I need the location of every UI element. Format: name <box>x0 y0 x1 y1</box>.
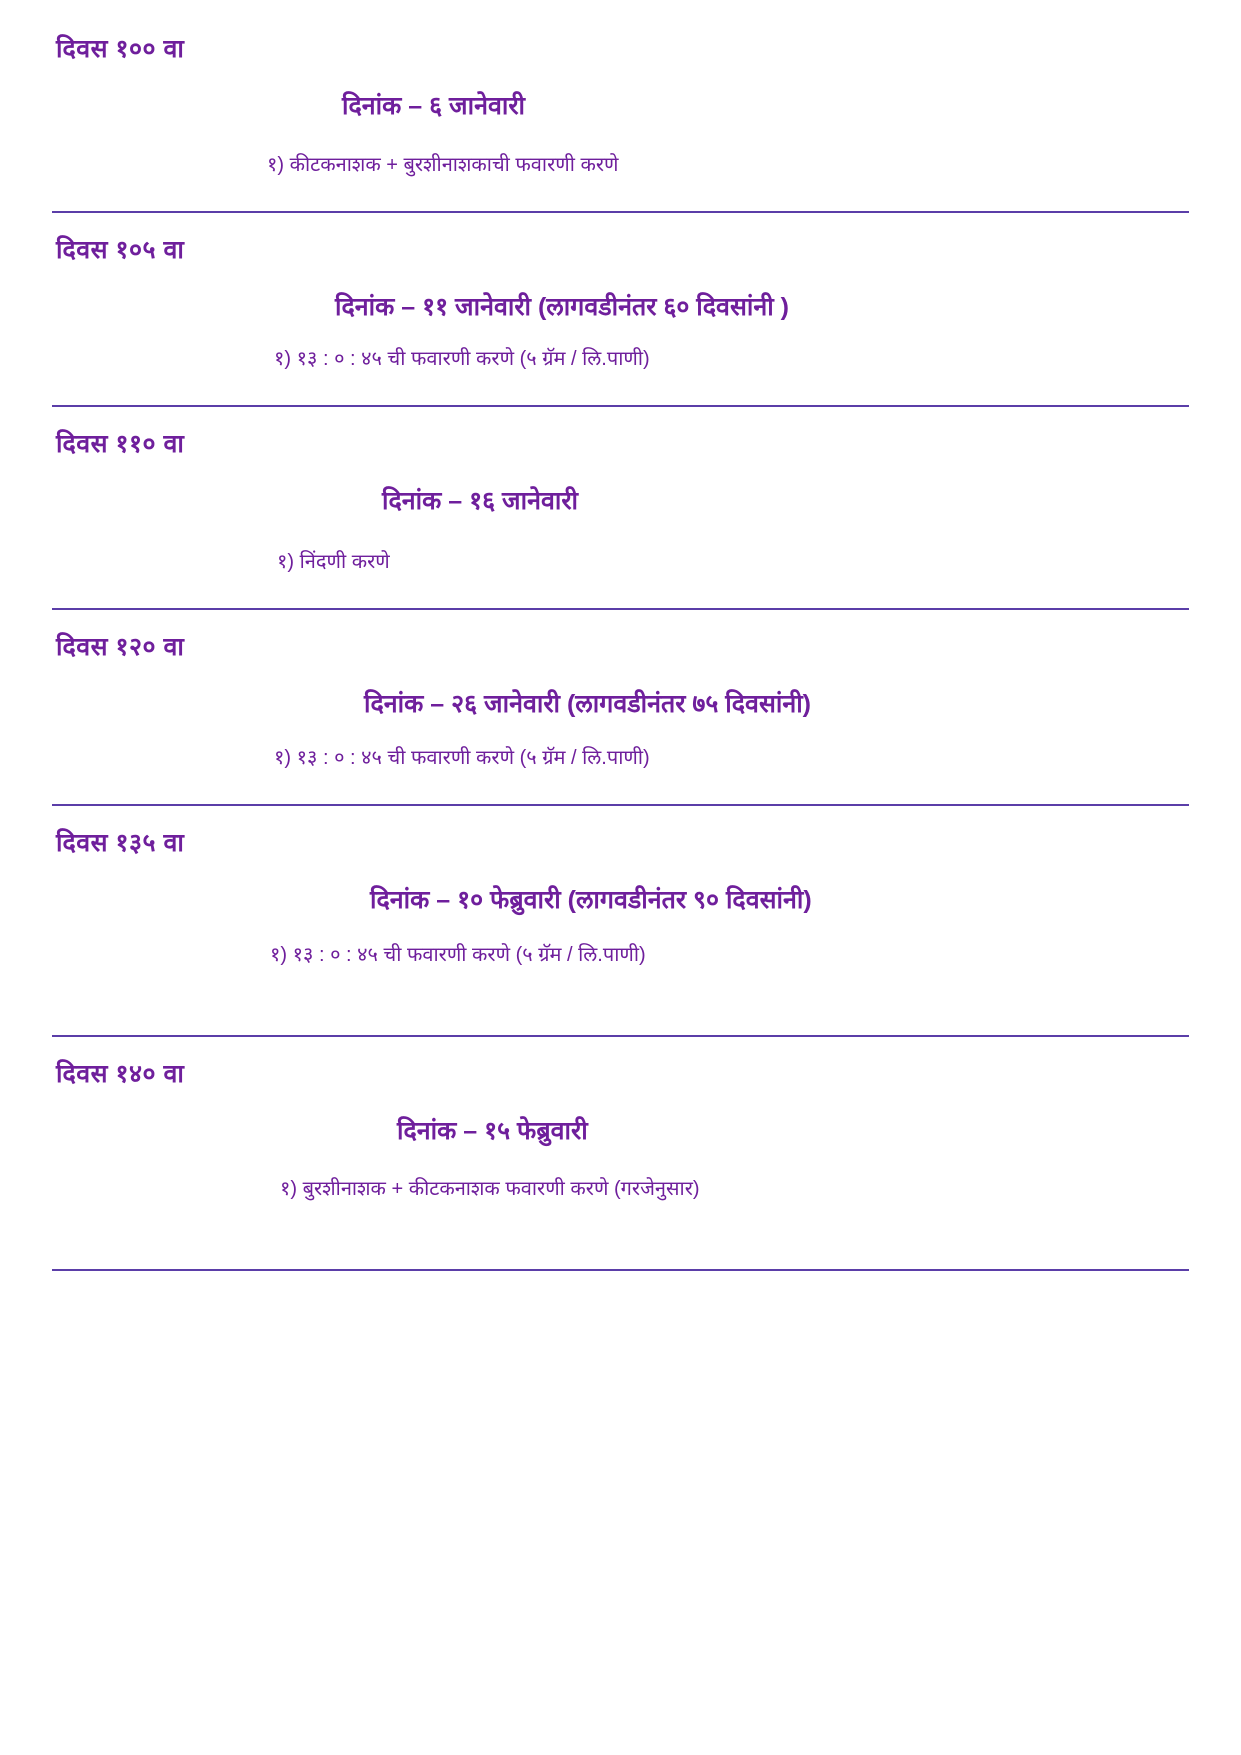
task-item: १) १३ : ० : ४५ ची फवारणी करणे (५ ग्रॅम / लि.पाणी) <box>274 348 650 370</box>
date-heading: दिनांक – ६ जानेवारी <box>342 92 526 120</box>
task-item: १) १३ : ० : ४५ ची फवारणी करणे (५ ग्रॅम / लि.पाणी) <box>270 943 646 966</box>
day-heading: दिवस १२० वा <box>56 632 185 661</box>
day-heading: दिवस १३५ वा <box>56 829 185 857</box>
schedule-section <box>52 1059 1189 1244</box>
section-divider <box>52 1035 1189 1037</box>
date-heading: दिनांक – २६ जानेवारी (लागवडीनंतर ७५ दिवसांनी) <box>364 689 812 718</box>
task-item: १) निंदणी करणे <box>277 550 390 573</box>
task-item: १) १३ : ० : ४५ ची फवारणी करणे (५ ग्रॅम / लि.पाणी) <box>274 747 650 769</box>
section-divider <box>52 211 1189 213</box>
date-heading: दिनांक – १० फेब्रुवारी (लागवडीनंतर ९० दिवसांनी) <box>370 886 812 914</box>
day-heading: दिवस १४० वा <box>56 1059 185 1088</box>
section-divider <box>52 405 1189 407</box>
schedule-section <box>52 828 1189 1009</box>
day-heading: दिवस १०० वा <box>56 35 185 63</box>
schedule-section <box>52 235 1189 380</box>
day-heading: दिवस ११० वा <box>56 430 185 458</box>
task-item: १) कीटकनाशक + बुरशीनाशकाची फवारणी करणे <box>267 153 619 176</box>
date-heading: दिनांक – १६ जानेवारी <box>382 487 579 515</box>
schedule-section <box>52 34 1189 185</box>
section-divider <box>52 1269 1189 1271</box>
day-heading: दिवस १०५ वा <box>56 235 185 264</box>
schedule-section <box>52 429 1189 582</box>
section-divider <box>52 804 1189 806</box>
task-item: १) बुरशीनाशक + कीटकनाशक फवारणी करणे (गरजेनुसार) <box>280 1178 700 1200</box>
schedule-section <box>52 632 1189 779</box>
date-heading: दिनांक – १५ फेब्रुवारी <box>397 1116 588 1145</box>
section-divider <box>52 608 1189 610</box>
date-heading: दिनांक – ११ जानेवारी (लागवडीनंतर ६० दिवसांनी ) <box>335 292 789 321</box>
